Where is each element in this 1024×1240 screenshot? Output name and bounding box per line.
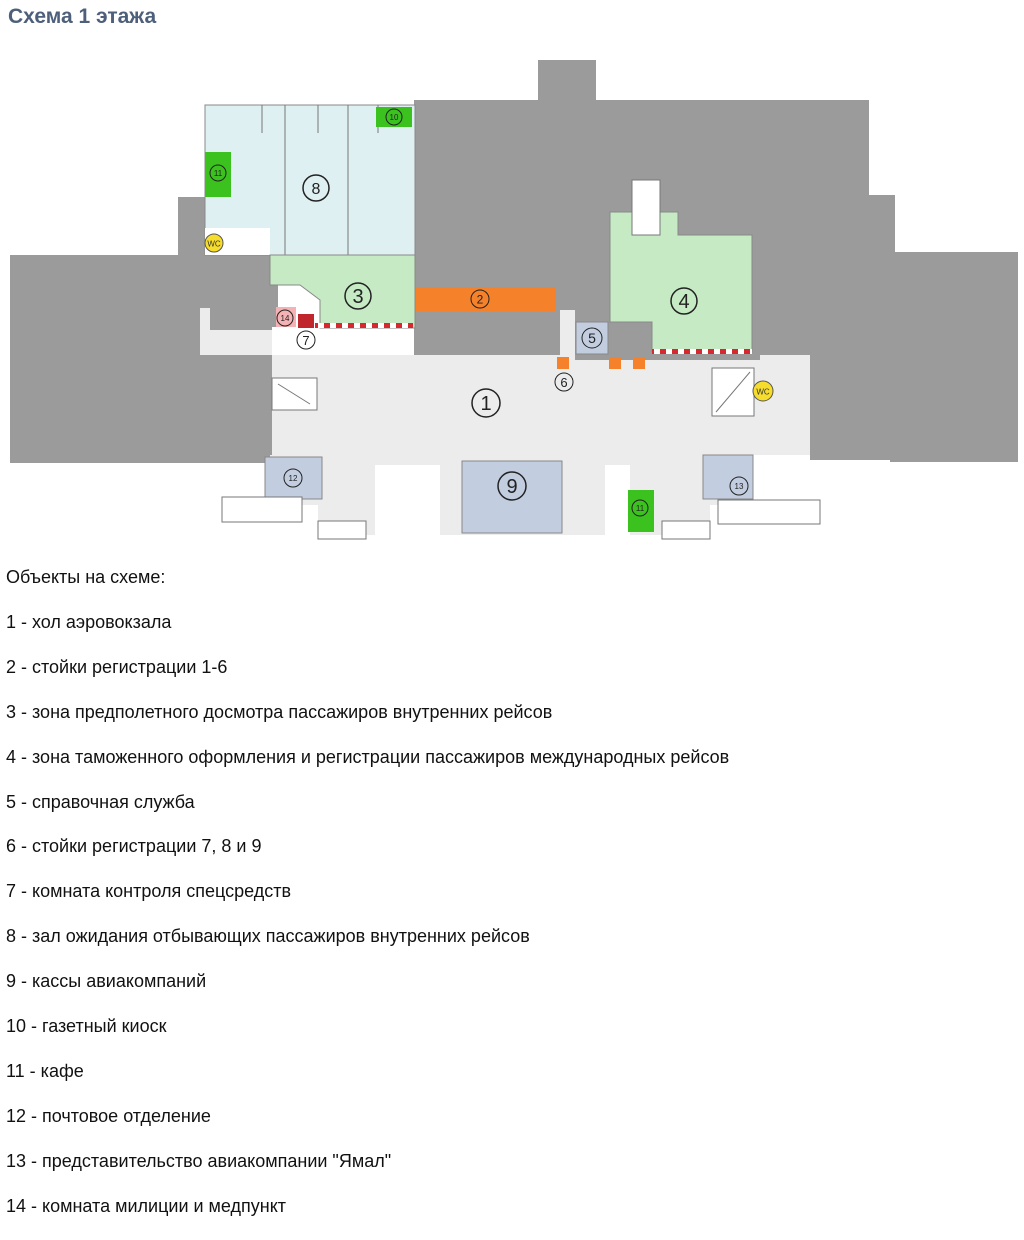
svg-text:1: 1 — [480, 393, 492, 415]
wc-east-icon — [753, 381, 773, 401]
legend-item: 2 - стойки регистрации 1-6 — [6, 656, 228, 677]
legend-item: 9 - кассы авиакомпаний — [6, 971, 207, 992]
zone-3-barrier — [315, 323, 413, 328]
svg-text:2: 2 — [476, 292, 484, 307]
svg-text:8: 8 — [311, 181, 321, 198]
svg-text:6: 6 — [560, 375, 568, 390]
zone-4-barrier — [652, 349, 752, 354]
zone-7-control-room — [298, 314, 314, 328]
number-7-marker — [297, 331, 315, 349]
zone-2-checkin-desks — [416, 287, 556, 311]
legend-item: 5 - справочная служба — [6, 791, 195, 812]
legend-item: 10 - газетный киоск — [6, 1016, 167, 1037]
legend-item: 4 - зона таможенного оформления и регистрации пассажиров международных рейсов — [6, 746, 730, 767]
svg-text:11: 11 — [635, 504, 645, 513]
legend-item: 3 - зона предполетного досмотра пассажиров внутренних рейсов — [6, 701, 553, 722]
svg-text:4: 4 — [678, 291, 690, 313]
legend-item: 6 - стойки регистрации 7, 8 и 9 — [6, 836, 262, 857]
legend-intro: Объекты на схеме: — [6, 567, 166, 587]
svg-text:9: 9 — [506, 476, 518, 498]
page-title: Схема 1 этажа — [8, 5, 157, 28]
svg-text:13: 13 — [734, 482, 744, 491]
floor-plan-map — [0, 55, 1024, 545]
legend-item: 8 - зал ожидания отбывающих пассажиров внутренних рейсов — [6, 926, 530, 947]
legend-item: 7 - комната контроля спецсредств — [6, 881, 292, 902]
legend-item: 1 - хол аэровокзала — [6, 612, 172, 632]
svg-text:3: 3 — [352, 286, 364, 308]
svg-text:14: 14 — [280, 314, 290, 323]
legend-list — [6, 612, 729, 1240]
number-14-marker — [277, 310, 293, 326]
wc-label: WC — [756, 387, 770, 397]
svg-text:7: 7 — [302, 333, 310, 348]
legend-item: 12 - почтовое отделение — [6, 1105, 211, 1126]
zone-8-waiting-hall — [205, 105, 415, 255]
legend-item: 11 - кафе — [6, 1060, 84, 1081]
svg-text:11: 11 — [213, 169, 223, 178]
legend-item: 14 - комната милиции и медпункт — [6, 1195, 287, 1216]
legend-item: 13 - представительство авиакомпании "Ямал" — [6, 1150, 392, 1171]
wc-north-icon — [205, 234, 223, 252]
wc-label: WC — [207, 239, 221, 249]
svg-text:5: 5 — [588, 330, 596, 346]
svg-text:12: 12 — [288, 474, 298, 483]
svg-text:10: 10 — [389, 113, 399, 122]
